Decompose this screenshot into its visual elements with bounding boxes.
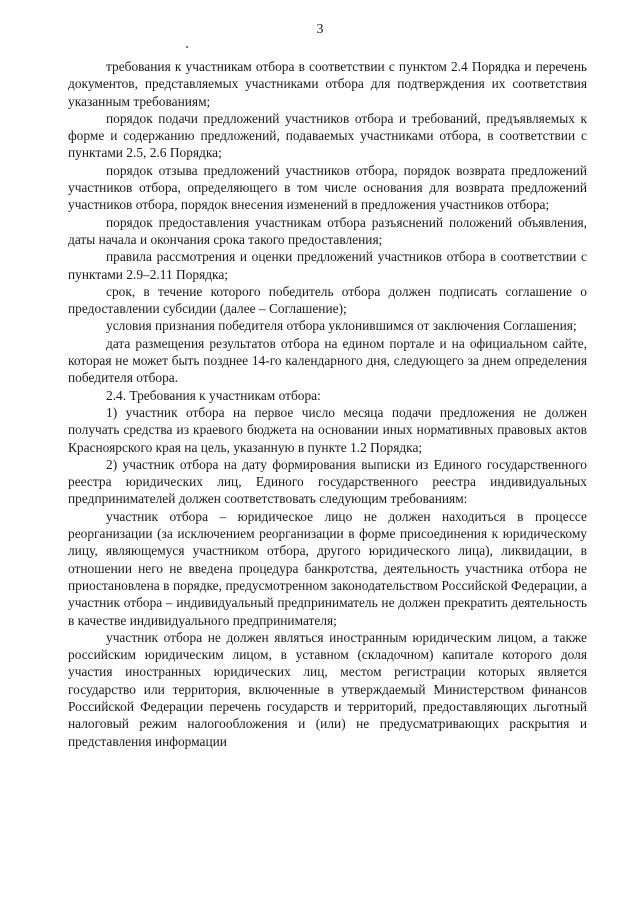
paragraph-evaluation-rules: правила рассмотрения и оценки предложений участников отбора в соответствии с пунктами 2.9–2.11 Порядка; <box>68 249 587 282</box>
paragraph-legal-entity-status: участник отбора – юридическое лицо не должен находиться в процессе реорганизации (за исключением реорганизации в форме присоединения к юридическому лицу, являющемуся участником отбора, другого юридического лица), ликвидации, в отношении него не введена процедура банкротства, деятельность участника отбора не приостановлена в порядке, предусмотренном законодательством Российской Федерации, а участник отбора – индивидуальный предприниматель не должен прекратить деятельность в качестве индивидуального предпринимателя; <box>68 508 587 628</box>
paragraph-item-2: 2) участник отбора на дату формирования выписки из Единого государственного реестра юридических лиц, Единого государственного реестра индивидуальных предпринимателей должен соответствовать следующим требованиям: <box>68 456 587 507</box>
paragraph-clarifications: порядок предоставления участникам отбора разъяснений положений объявления, даты начала и окончания срока такого предоставления; <box>68 214 587 247</box>
paragraph-item-1: 1) участник отбора на первое число месяца подачи предложения не должен получать средства из краевого бюджета на основании иных нормативных правовых актов Красноярского края на цель, указанную в пункте 1.2 Порядка; <box>68 404 587 455</box>
paragraph-results-date: дата размещения результатов отбора на едином портале и на официальном сайте, которая не может быть позднее 14-го календарного дня, следующего за днем определения победителя отбора. <box>68 335 587 386</box>
section-heading-2-4: 2.4. Требования к участникам отбора: <box>106 387 321 403</box>
paragraph-withdrawal-order: порядок отзыва предложений участников отбора, порядок возврата предложений участников отбора, определяющего в том числе основания для возврата предложений участников отбора, порядок внесения изменений в предложения участников отбора; <box>68 162 587 213</box>
paragraph-requirements-list: требования к участникам отбора в соответствии с пунктом 2.4 Порядка и перечень документов, представляемых участниками отбора для подтверждения их соответствия указанным требованиям; <box>68 59 587 109</box>
scan-speck <box>186 46 188 48</box>
paragraph-evasion-conditions: условия признания победителя отбора уклонившимся от заключения Соглашения; <box>106 318 577 334</box>
page-number: 3 <box>316 22 324 37</box>
paragraph-signing-term: срок, в течение которого победитель отбора должен подписать соглашение о предоставлении субсидии (далее – Соглашение); <box>68 283 587 317</box>
paragraph-submission-order: порядок подачи предложений участников отбора и требований, предъявляемых к форме и содержанию предложений, подаваемых участниками отбора, в соответствии с пунктами 2.5, 2.6 Порядка; <box>68 110 587 161</box>
paragraph-foreign-entity: участник отбора не должен являться иностранным юридическим лицом, а также российским юридическим лицом, в уставном (складочном) капитале которого доля участия иностранных юридических лиц, местом регистрации которых является государство или территория, включенные в утверждаемый Министерством финансов Российской Федерации перечень государств и территорий, предоставляющих льготный налоговый режим налогообложения и (или) не предусматривающих раскрытия и представления информации <box>68 629 587 749</box>
document-body <box>68 58 587 750</box>
